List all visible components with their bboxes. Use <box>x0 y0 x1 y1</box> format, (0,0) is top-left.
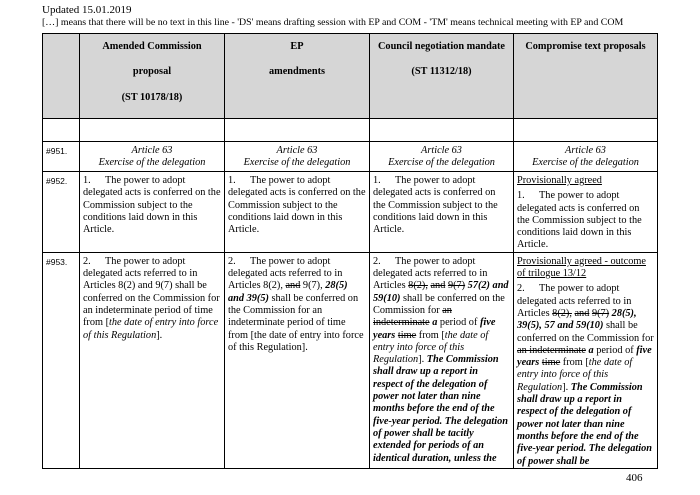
num-header <box>43 34 80 119</box>
updated-date: Updated 15.01.2019 <box>42 4 132 16</box>
ep-text: 2. The power to adopt delegated acts referred to in Articles 8(2), and 9(7), 28(5) and 39(5) shall be conferred on the Commission for an indeterminate period of time from [the date of entry into force of this Regulation]. <box>225 252 370 468</box>
header-line: (ST 10178/18) <box>121 91 183 103</box>
council-text: 1. The power to adopt delegated acts is conferred on the Commission subject to the conditions laid down in this Article. <box>370 172 514 253</box>
empty-cell <box>80 119 225 142</box>
col-header-commission <box>80 34 225 119</box>
council-text: 2. The power to adopt delegated acts referred to in Articles 8(2), and 9(7) 57(2) and 59(10) shall be conferred on the Commission for an indeterminate a period of five years time from [the date of entry into force of this Regulation]. The Commission shall draw up a report in respect of the delegation of power not later than nine months before the end of the five-year period. The delegation of power shall be tacitly extended for periods of an identical duration, unless the <box>370 252 514 468</box>
ep-text: 1. The power to adopt delegated acts is conferred on the Commission subject to the conditions laid down in this Article. <box>225 172 370 253</box>
status-label: Provisionally agreed - outcome of trilogue 13/12 <box>517 255 646 280</box>
spacer-row <box>43 119 658 142</box>
header-line: (ST 11312/18) <box>411 66 472 78</box>
col-header-compromise <box>514 34 658 119</box>
page-number: 406 <box>626 472 643 484</box>
header-line: Amended Commission <box>102 41 202 52</box>
article-heading: Article 63 Exercise of the delegation <box>225 142 370 172</box>
header-line: proposal <box>132 66 172 78</box>
header-line: Council negotiation mandate <box>377 41 505 52</box>
empty-cell <box>225 119 370 142</box>
commission-text: 2. The power to adopt delegated acts referred to in Articles 8(2) and 9(7) shall be conferred on the Commission for an indeterminate period of time from [the date of entry into force of this Regulation]. <box>80 252 225 468</box>
article-heading: Article 63 Exercise of the delegation <box>80 142 225 172</box>
article-heading: Article 63 Exercise of the delegation <box>370 142 514 172</box>
header-line: Compromise text proposals <box>525 41 646 52</box>
table-row <box>43 142 658 172</box>
col-header-ep <box>225 34 370 119</box>
compromise-text: Provisionally agreed 1. The power to adopt delegated acts is conferred on the Commission subject to the conditions laid down in this Article. <box>514 172 658 253</box>
compromise-text: Provisionally agreed - outcome of trilogue 13/12 2. The power to adopt delegated acts referred to in Articles 8(2), and 9(7) 28(5), 39(5), 57 and 59(10) shall be conferred on the Commission for an indeterminate a period of five years time from [the date of entry into force of this Regulation]. The Commission shall draw up a report in respect of the delegation of power not later than nine months before the end of the five-year period. The delegation of power shall be <box>514 252 658 468</box>
row-number: #952. <box>43 172 80 253</box>
article-heading: Article 63 Exercise of the delegation <box>514 142 658 172</box>
column-header-row <box>43 34 658 119</box>
empty-cell <box>370 119 514 142</box>
table-row <box>43 172 658 253</box>
status-label: Provisionally agreed <box>517 175 602 186</box>
comparison-table <box>42 33 658 469</box>
row-number: #951. <box>43 142 80 172</box>
empty-cell <box>514 119 658 142</box>
commission-text: 1. The power to adopt delegated acts is conferred on the Commission subject to the conditions laid down in this Article. <box>80 172 225 253</box>
table-row <box>43 252 658 468</box>
header-line: EP <box>290 41 304 52</box>
header-line: amendments <box>268 66 326 78</box>
empty-cell <box>43 119 80 142</box>
row-number: #953. <box>43 252 80 468</box>
col-header-council <box>370 34 514 119</box>
legend-note: […] means that there will be no text in this line - 'DS' means drafting session with EP and COM - 'TM' means technical meeting with EP and COM <box>42 17 624 28</box>
